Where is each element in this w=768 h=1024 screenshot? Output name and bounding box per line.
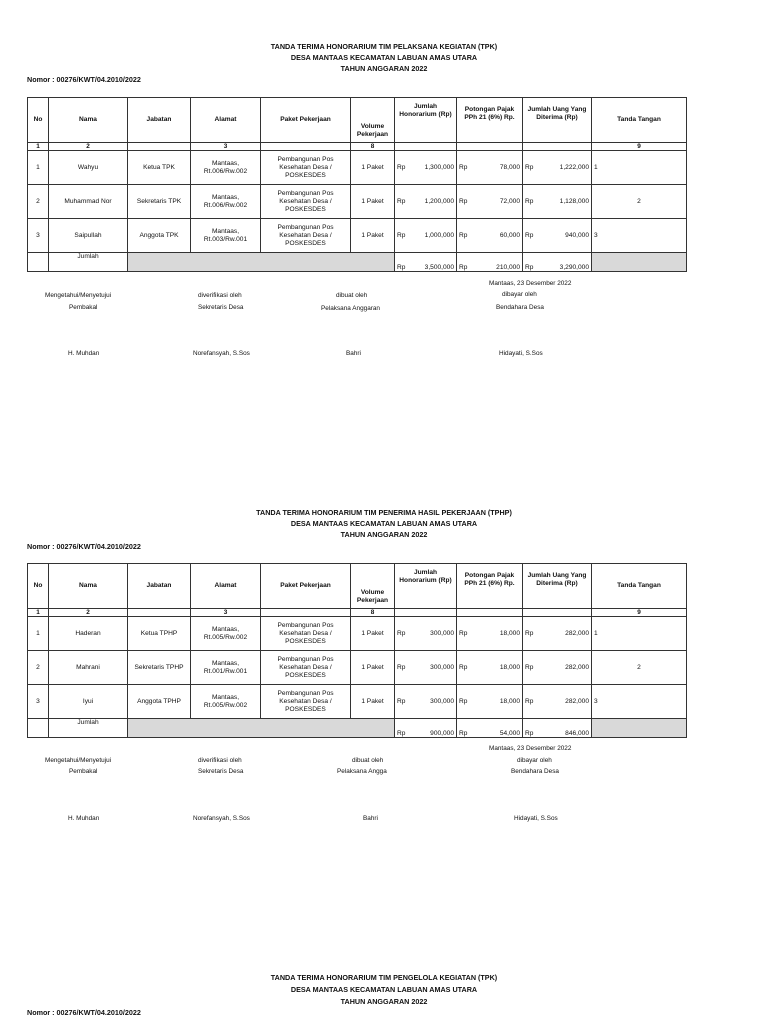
row-volume: 1 Paket [351, 185, 395, 219]
header-ttd: Tanda Tangan [592, 564, 687, 609]
header-honor: Jumlah Honorarium (Rp) [395, 98, 457, 143]
place-date-2: Mantaas, 23 Desember 2022 [489, 745, 572, 752]
row-no: 1 [28, 151, 49, 185]
header-pajak: Potongan Pajak PPh 21 (6%) Rp. [457, 564, 523, 609]
honor-value: 300,000 [430, 663, 454, 671]
row-alamat: Mantaas, Rt.006/Rw.002 [191, 151, 261, 185]
year-title-1: TAHUN ANGGARAN 2022 [340, 64, 428, 73]
currency-label: Rp [397, 663, 406, 671]
currency-label: Rp [459, 231, 468, 239]
row-alamat: Mantaas, Rt.003/Rw.001 [191, 219, 261, 253]
row-jabatan: Anggota TPHP [128, 685, 191, 719]
doc-title-1: TANDA TERIMA HONORARIUM TIM PELAKSANA KEGIATAN (TPK) [270, 42, 498, 51]
diterima-value: 1,222,000 [559, 163, 589, 171]
pajak-value: 78,000 [499, 163, 520, 171]
row-nama: Wahyu [49, 151, 128, 185]
signer-title-4: Bendahara Desa [511, 768, 559, 775]
row-volume: 1 Paket [351, 617, 395, 651]
row-volume: 1 Paket [351, 219, 395, 253]
total-pajak [457, 719, 523, 738]
currency-label: Rp [459, 197, 468, 205]
row-honor [395, 651, 457, 685]
signer-title-1: Pembakal [69, 304, 98, 311]
row-pajak [457, 151, 523, 185]
colnum-1: 1 [28, 143, 49, 151]
signer-name-4: Hidayati, S.Sos [499, 350, 543, 357]
pajak-value: 18,000 [499, 663, 520, 671]
signer-title-3: Pelaksana Anggaran [321, 305, 380, 312]
header-nama: Nama [49, 98, 128, 143]
honorarium-table-2 [27, 563, 687, 738]
row-alamat: Mantaas, Rt.005/Rw.002 [191, 685, 261, 719]
honor-value: 1,300,000 [424, 163, 454, 171]
table-row [28, 219, 687, 253]
row-ttd: 3 [592, 219, 687, 253]
header-volume: Volume Pekerjaan [351, 98, 395, 143]
doc-title-2: TANDA TERIMA HONORARIUM TIM PENERIMA HASIL PEKERJAAN (TPHP) [256, 508, 512, 517]
honor-value: 1,200,000 [424, 197, 454, 205]
table-row [28, 185, 687, 219]
currency-label: Rp [397, 197, 406, 205]
colnum-9: 9 [592, 609, 687, 617]
row-diterima [523, 219, 592, 253]
total-pajak-value: 54,000 [499, 730, 520, 737]
row-alamat: Mantaas, Rt.001/Rw.001 [191, 651, 261, 685]
total-row [28, 719, 687, 738]
pajak-value: 60,000 [499, 231, 520, 239]
currency-label: Rp [397, 264, 406, 271]
total-diterima [523, 253, 592, 272]
currency-label: Rp [525, 197, 534, 205]
row-diterima [523, 651, 592, 685]
doc-number-3: Nomor : 00276/KWT/04.2010/2022 [27, 1008, 141, 1017]
row-paket: Pembangunan Pos Kesehatan Desa / POSKESDES [261, 617, 351, 651]
pajak-value: 18,000 [499, 629, 520, 637]
row-volume: 1 Paket [351, 151, 395, 185]
colnum-9: 9 [592, 143, 687, 151]
header-pajak: Potongan Pajak PPh 21 (6%) Rp. [457, 98, 523, 143]
row-pajak [457, 685, 523, 719]
doc-number-2: Nomor : 00276/KWT/04.2010/2022 [27, 542, 141, 551]
currency-label: Rp [397, 163, 406, 171]
table-row [28, 151, 687, 185]
row-jabatan: Sekretaris TPHP [128, 651, 191, 685]
row-nama: Mahrani [49, 651, 128, 685]
pajak-value: 72,000 [499, 197, 520, 205]
total-pajak-value: 210,000 [496, 264, 520, 271]
row-no: 2 [28, 651, 49, 685]
row-ttd: 1 [592, 617, 687, 651]
row-diterima [523, 151, 592, 185]
total-label: Jumlah [49, 719, 128, 738]
currency-label: Rp [525, 663, 534, 671]
row-ttd: 2 [592, 651, 687, 685]
year-title-3: TAHUN ANGGARAN 2022 [340, 997, 428, 1006]
diterima-value: 1,128,000 [559, 197, 589, 205]
row-nama: Haderan [49, 617, 128, 651]
row-paket: Pembangunan Pos Kesehatan Desa / POSKESDES [261, 651, 351, 685]
row-pajak [457, 651, 523, 685]
row-pajak [457, 185, 523, 219]
row-no: 3 [28, 685, 49, 719]
total-row [28, 253, 687, 272]
doc-title-3: TANDA TERIMA HONORARIUM TIM PENGELOLA KEGIATAN (TPK) [270, 973, 498, 982]
row-volume: 1 Paket [351, 685, 395, 719]
table-row [28, 651, 687, 685]
row-paket: Pembangunan Pos Kesehatan Desa / POSKESDES [261, 185, 351, 219]
row-no: 2 [28, 185, 49, 219]
village-title-1: DESA MANTAAS KECAMATAN LABUAN AMAS UTARA [290, 53, 478, 62]
row-jabatan: Ketua TPHP [128, 617, 191, 651]
header-paket: Paket Pekerjaan [261, 564, 351, 609]
row-paket: Pembangunan Pos Kesehatan Desa / POSKESDES [261, 685, 351, 719]
currency-label: Rp [459, 697, 468, 705]
row-ttd: 3 [592, 685, 687, 719]
row-pajak [457, 617, 523, 651]
signer-role-1: Mengetahui/Menyetujui [45, 292, 112, 299]
row-paket: Pembangunan Pos Kesehatan Desa / POSKESDES [261, 151, 351, 185]
header-alamat: Alamat [191, 98, 261, 143]
row-nama: Muhammad Nor [49, 185, 128, 219]
row-volume: 1 Paket [351, 651, 395, 685]
signer-name-4: Hidayati, S.Sos [514, 815, 558, 822]
currency-label: Rp [397, 697, 406, 705]
table-header-row [28, 564, 687, 609]
signer-role-3: dibuat oleh [352, 757, 384, 764]
row-nama: Saipullah [49, 219, 128, 253]
row-honor [395, 151, 457, 185]
signer-name-3: Bahri [346, 350, 361, 357]
signer-role-4: dibayar oleh [517, 757, 552, 764]
village-title-3: DESA MANTAAS KECAMATAN LABUAN AMAS UTARA [290, 985, 478, 994]
total-honor [395, 719, 457, 738]
currency-label: Rp [525, 231, 534, 239]
header-no: No [28, 564, 49, 609]
header-alamat: Alamat [191, 564, 261, 609]
row-ttd: 2 [592, 185, 687, 219]
currency-label: Rp [459, 163, 468, 171]
row-no: 3 [28, 219, 49, 253]
signer-role-3: dibuat oleh [336, 292, 368, 299]
row-honor [395, 685, 457, 719]
header-no: No [28, 98, 49, 143]
header-jabatan: Jabatan [128, 564, 191, 609]
pajak-value: 18,000 [499, 697, 520, 705]
signer-name-2: Norefansyah, S.Sos [193, 815, 250, 822]
colnum-2: 2 [49, 143, 128, 151]
row-alamat: Mantaas, Rt.005/Rw.002 [191, 617, 261, 651]
colnum-8: 8 [351, 609, 395, 617]
column-number-row [28, 609, 687, 617]
signer-name-1: H. Muhdan [68, 350, 100, 357]
diterima-value: 282,000 [565, 629, 589, 637]
header-honor: Jumlah Honorarium (Rp) [395, 564, 457, 609]
row-nama: Iyui [49, 685, 128, 719]
currency-label: Rp [397, 231, 406, 239]
row-no: 1 [28, 617, 49, 651]
total-honor-value: 900,000 [430, 730, 454, 737]
currency-label: Rp [459, 264, 468, 271]
header-volume: Volume Pekerjaan [351, 564, 395, 609]
signer-name-1: H. Muhdan [68, 815, 100, 822]
colnum-8: 8 [351, 143, 395, 151]
row-ttd: 1 [592, 151, 687, 185]
signer-name-2: Norefansyah, S.Sos [193, 350, 250, 357]
signer-role-2: diverifikasi oleh [198, 292, 242, 299]
signer-role-4: dibayar oleh [502, 291, 537, 298]
diterima-value: 282,000 [565, 697, 589, 705]
signer-title-2: Sekretaris Desa [198, 304, 244, 311]
colnum-3: 3 [191, 143, 261, 151]
header-jabatan: Jabatan [128, 98, 191, 143]
row-alamat: Mantaas, Rt.006/Rw.002 [191, 185, 261, 219]
currency-label: Rp [525, 163, 534, 171]
year-title-2: TAHUN ANGGARAN 2022 [340, 530, 428, 539]
column-number-row [28, 143, 687, 151]
diterima-value: 282,000 [565, 663, 589, 671]
signer-title-1: Pembakal [69, 768, 98, 775]
colnum-1: 1 [28, 609, 49, 617]
total-honor-value: 3,500,000 [424, 264, 454, 271]
colnum-2: 2 [49, 609, 128, 617]
header-diterima: Jumlah Uang Yang Diterima (Rp) [523, 564, 592, 609]
header-paket: Paket Pekerjaan [261, 98, 351, 143]
total-honor [395, 253, 457, 272]
signer-name-3: Bahri [363, 815, 378, 822]
honor-value: 300,000 [430, 629, 454, 637]
table-row [28, 685, 687, 719]
diterima-value: 940,000 [565, 231, 589, 239]
row-jabatan: Sekretaris TPK [128, 185, 191, 219]
currency-label: Rp [525, 697, 534, 705]
row-honor [395, 219, 457, 253]
row-diterima [523, 685, 592, 719]
colnum-3: 3 [191, 609, 261, 617]
header-diterima: Jumlah Uang Yang Diterima (Rp) [523, 98, 592, 143]
place-date-1: Mantaas, 23 Desember 2022 [489, 280, 572, 287]
currency-label: Rp [525, 730, 534, 737]
signer-title-2: Sekretaris Desa [198, 768, 244, 775]
row-diterima [523, 185, 592, 219]
honorarium-table-1 [27, 97, 687, 272]
row-jabatan: Anggota TPK [128, 219, 191, 253]
signer-role-1: Mengetahui/Menyetujui [45, 757, 112, 764]
total-diterima-value: 3,290,000 [559, 264, 589, 271]
signer-role-2: diverifikasi oleh [198, 757, 242, 764]
currency-label: Rp [397, 629, 406, 637]
currency-label: Rp [397, 730, 406, 737]
header-ttd: Tanda Tangan [592, 98, 687, 143]
currency-label: Rp [525, 264, 534, 271]
village-title-2: DESA MANTAAS KECAMATAN LABUAN AMAS UTARA [290, 519, 478, 528]
total-diterima [523, 719, 592, 738]
row-honor [395, 617, 457, 651]
signer-title-3: Pelaksana Angga [337, 768, 387, 775]
total-pajak [457, 253, 523, 272]
total-diterima-value: 846,000 [565, 730, 589, 737]
honor-value: 1,000,000 [424, 231, 454, 239]
row-pajak [457, 219, 523, 253]
doc-number-1: Nomor : 00276/KWT/04.2010/2022 [27, 75, 141, 84]
row-diterima [523, 617, 592, 651]
honor-value: 300,000 [430, 697, 454, 705]
header-nama: Nama [49, 564, 128, 609]
currency-label: Rp [459, 629, 468, 637]
table-row [28, 617, 687, 651]
signer-title-4: Bendahara Desa [496, 304, 544, 311]
row-paket: Pembangunan Pos Kesehatan Desa / POSKESDES [261, 219, 351, 253]
row-jabatan: Ketua TPK [128, 151, 191, 185]
currency-label: Rp [459, 730, 468, 737]
total-label: Jumlah [49, 253, 128, 272]
table-header-row [28, 98, 687, 143]
currency-label: Rp [525, 629, 534, 637]
row-honor [395, 185, 457, 219]
currency-label: Rp [459, 663, 468, 671]
